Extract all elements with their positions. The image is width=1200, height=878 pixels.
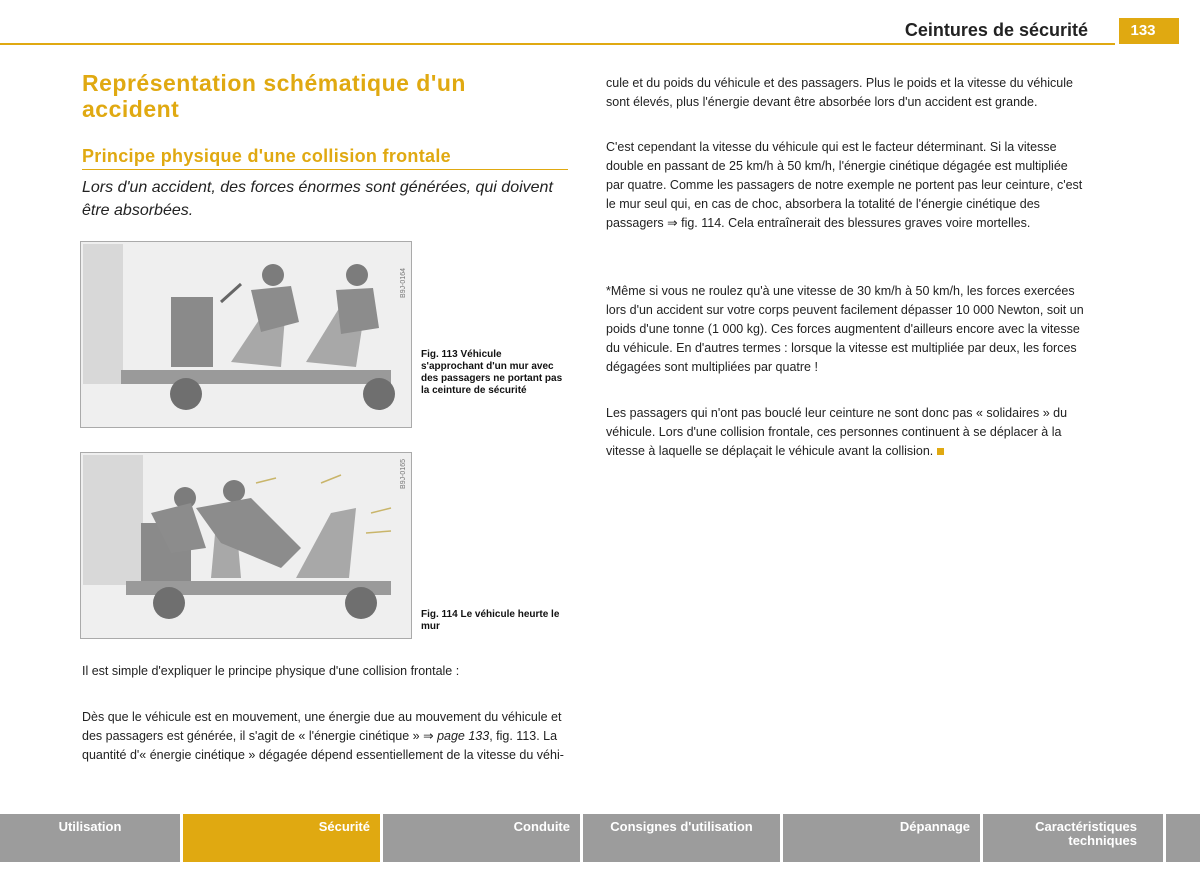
- figure-code: B9J-0165: [400, 459, 407, 489]
- nav-tab-depannage[interactable]: Dépannage: [783, 814, 980, 862]
- lead-paragraph: Lors d'un accident, des forces énormes sont générées, qui doivent être absorbées.: [82, 179, 553, 219]
- chapter-navigation: [0, 814, 1200, 862]
- figure-114-caption: Fig. 114 Le véhicule heurte le mur: [421, 609, 560, 632]
- nav-tab-consignes[interactable]: Consignes d'utilisation: [583, 814, 780, 862]
- page-number: 133: [1130, 22, 1156, 39]
- nav-tab-conduite[interactable]: Conduite: [383, 814, 580, 862]
- paragraph-text: Dès que le véhicule est en mouvement, une énergie due au mouvement du véhicule et des passagers est générée, il s'agit de « l'énergie cinétique » ⇒: [82, 710, 562, 743]
- figure-113-caption: Fig. 113 Véhicule s'approchant d'un mur avec des passagers ne portant pas la ceinture de sécurité: [421, 349, 563, 396]
- body-paragraph: cule et du poids du véhicule et des passagers. Plus le poids et la vitesse du véhicule sont élevés, plus l'énergie devant être absorbée lors d'un accident est grande.: [606, 76, 1073, 109]
- body-paragraph: *Même si vous ne roulez qu'à une vitesse de 30 km/h à 50 km/h, les forces exercées lors d'un accident sur votre corps peuvent facilement dépasser 10 000 Newton, soit un poids d'une tonne (1 000 kg). Ces forces augmentent d'ailleurs encore avec la vitesse du véhicule. En d'autres termes : lorsque la vitesse est multipliée par deux, les forces dégagées sont multipliées par quatre !: [606, 284, 1084, 374]
- section-title: Ceintures de sécurité: [904, 20, 1088, 40]
- nav-tab-securite[interactable]: Sécurité: [183, 814, 380, 862]
- body-paragraph: [606, 404, 1088, 461]
- section-subtitle: Principe physique d'une collision frontale: [82, 145, 568, 170]
- body-paragraph: Il est simple d'expliquer le principe physique d'une collision frontale :: [82, 664, 460, 678]
- paragraph-text: Les passagers qui n'ont pas bouclé leur ceinture ne sont donc pas « solidaires » du véhicule. Lors d'une collision frontale, ces personnes continuent à se déplacer à la vitesse à laquelle se déplaçait le véhicule avant la collision.: [606, 406, 1068, 458]
- page-title: Représentation schématique d'un accident: [82, 70, 466, 122]
- nav-tab-utilisation[interactable]: Utilisation: [0, 814, 180, 862]
- nav-tab-caracteristiques[interactable]: Caractéristiques techniques: [983, 814, 1163, 862]
- figure-114: [80, 452, 412, 639]
- end-of-section-icon: [937, 448, 944, 455]
- page-reference-link[interactable]: page 133: [437, 729, 490, 743]
- figure-code: B9J-0164: [400, 268, 407, 298]
- figure-113: [80, 241, 412, 428]
- paragraph-text: , fig. 113. La quantité d'« énergie cinétique » dégagée dépend essentiellement de la vitesse du véhi-: [82, 729, 564, 762]
- header-rule: [0, 43, 1115, 45]
- nav-filler: [1166, 814, 1200, 862]
- body-paragraph: [82, 708, 567, 765]
- body-paragraph: C'est cependant la vitesse du véhicule qui est le facteur déterminant. Si la vitesse double en passant de 25 km/h à 50 km/h, l'énergie cinétique dégagée est multipliée par quatre. Comme les passagers de notre exemple ne portent pas leur ceinture, c'est le mur seul qui, en cas de choc, absorbera la totalité de l'énergie cinétique des passagers ⇒ fig. 114. Cela entraînerait des blessures graves voire mortelles.: [606, 140, 1083, 230]
